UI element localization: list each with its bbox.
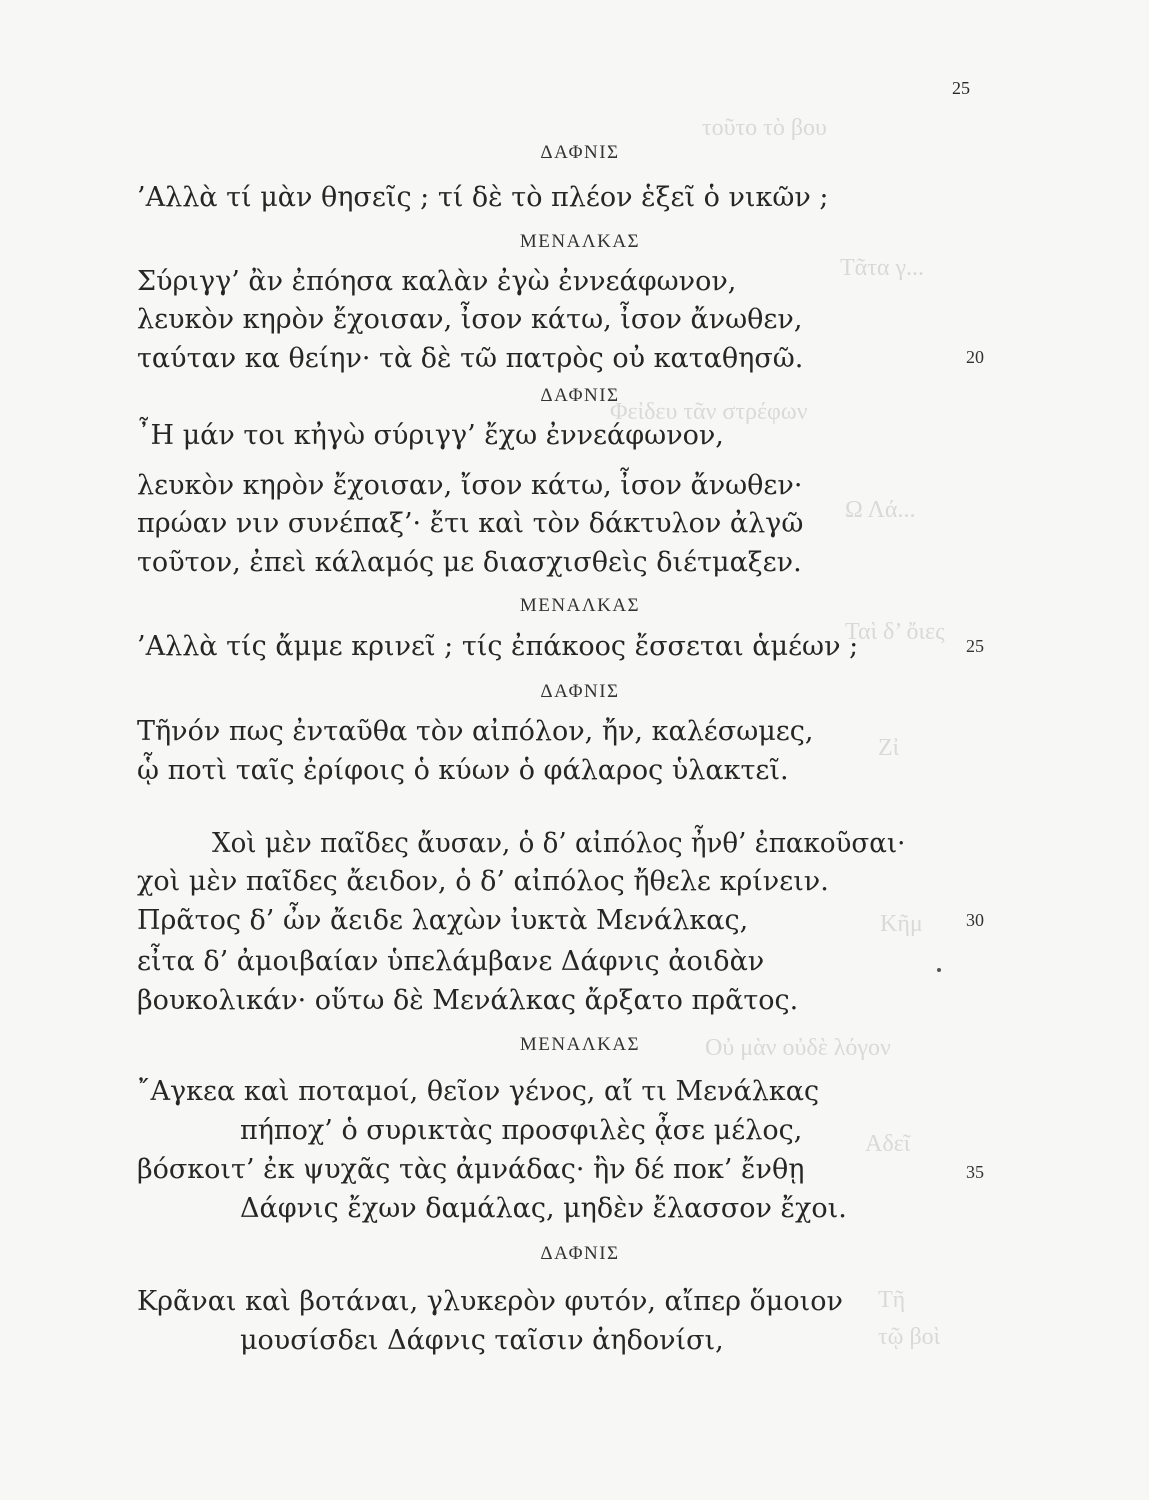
bleed-through-text: Οὐ μὰν οὐδὲ λόγον [705, 1035, 891, 1061]
verse-line: ’Αλλὰ τίς ἄμμε κρινεῖ ; τίς ἐπάκοος ἔσσεται ἁμέων ; [137, 631, 859, 662]
verse-line: Πρᾶτος δ’ ὦν ἄειδε λαχὼν ἰυκτὰ Μενάλκας, [137, 905, 749, 936]
verse-line: πήποχ’ ὁ συρικτὰς προσφιλὲς ᾆσε μέλος, [240, 1115, 803, 1146]
verse-line: πρώαν νιν συνέπαξ’· ἔτι καὶ τὸν δάκτυλον ἀλγῶ [137, 508, 804, 539]
bleed-through-text: Κῆμ [880, 911, 923, 937]
page-number: 25 [952, 78, 970, 98]
stray-mark [937, 968, 941, 972]
bleed-through-text: τοῦτο τὸ βου [702, 115, 827, 141]
verse-line: βόσκοιτ’ ἐκ ψυχᾶς τὰς ἀμνάδας· ἢν δέ ποκ’ ἔνθῃ [137, 1154, 805, 1185]
verse-line: ’Αλλὰ τί μὰν θησεῖς ; τί δὲ τὸ πλέον ἑξεῖ ὁ νικῶν ; [137, 182, 829, 213]
bleed-through-text: Φεἰδευ τᾶν στρέφων [610, 399, 808, 425]
verse-line: ῎Αγκεα καὶ ποταμοί, θεῖον γένος, αἴ τι Μενάλκας [137, 1076, 820, 1107]
verse-line: λευκὸν κηρὸν ἔχοισαν, ἴσον κάτω, ἶσον ἄνωθεν· [137, 470, 803, 501]
verse-line: Χοὶ μὲν παῖδες ἄυσαν, ὁ δ’ αἰπόλος ἦνθ’ ἐπακοῦσαι· [212, 828, 906, 859]
bleed-through-text: Τᾶτα γ... [840, 255, 925, 281]
verse-line: μουσίσδει Δάφνις ταῖσιν ἀηδονίσι, [240, 1325, 724, 1356]
speaker-heading: ΔΑΦΝΙΣ [540, 681, 620, 702]
line-number: 35 [966, 1162, 984, 1182]
bleed-through-text: τῷ βοὶ [878, 1324, 941, 1350]
bleed-through-text: Ζἰ [878, 735, 900, 761]
verse-line: Σύριγγ’ ἂν ἐπόησα καλὰν ἐγὼ ἐννεάφωνον, [137, 266, 737, 297]
verse-line: εἶτα δ’ ἀμοιβαίαν ὑπελάμβανε Δάφνις ἀοιδὰν [137, 946, 765, 977]
verse-line: ταύταν κα θείην· τὰ δὲ τῶ πατρὸς οὐ καταθησῶ. [137, 343, 804, 374]
verse-line: ῏Η μάν τοι κἠγὼ σύριγγ’ ἔχω ἐννεάφωνον, [137, 420, 724, 451]
speaker-heading: ΔΑΦΝΙΣ [540, 1243, 620, 1264]
bleed-through-text: Αδεῖ [865, 1131, 911, 1157]
speaker-heading: ΔΑΦΝΙΣ [540, 142, 620, 163]
verse-line: ᾧ ποτὶ ταῖς ἐρίφοις ὁ κύων ὁ φάλαρος ὑλακτεῖ. [137, 755, 789, 786]
verse-line: Κρᾶναι καὶ βοτάναι, γλυκερὸν φυτόν, αἴπερ ὅμοιον [137, 1286, 843, 1317]
speaker-heading: ΜΕΝΑΛΚΑΣ [519, 595, 641, 616]
bleed-through-text: Ω Λά... [845, 497, 916, 523]
bleed-through-text: Τῆ [878, 1287, 906, 1313]
verse-line: Τῆνόν πως ἐνταῦθα τὸν αἰπόλον, ἤν, καλέσωμες, [137, 716, 814, 747]
verse-line: Δάφνις ἔχων δαμάλας, μηδὲν ἔλασσον ἔχοι. [240, 1193, 847, 1224]
line-number: 25 [966, 636, 984, 656]
speaker-heading: ΔΑΦΝΙΣ [540, 385, 620, 406]
speaker-heading: ΜΕΝΑΛΚΑΣ [519, 1034, 641, 1055]
verse-line: βουκολικάν· οὕτω δὲ Μενάλκας ἄρξατο πρᾶτος. [137, 985, 799, 1016]
line-number: 30 [966, 910, 984, 930]
bleed-through-text: Ταὶ δ’ ὄιες [845, 619, 945, 645]
verse-line: τοῦτον, ἐπεὶ κάλαμός με διασχισθεὶς διέτμαξεν. [137, 547, 802, 578]
line-number: 20 [966, 347, 984, 367]
verse-line: χοὶ μὲν παῖδες ἄειδον, ὁ δ’ αἰπόλος ἤθελε κρίνειν. [137, 866, 829, 897]
verse-line: λευκὸν κηρὸν ἔχοισαν, ἶσον κάτω, ἶσον ἄνωθεν, [137, 304, 803, 335]
speaker-heading: ΜΕΝΑΛΚΑΣ [519, 231, 641, 252]
